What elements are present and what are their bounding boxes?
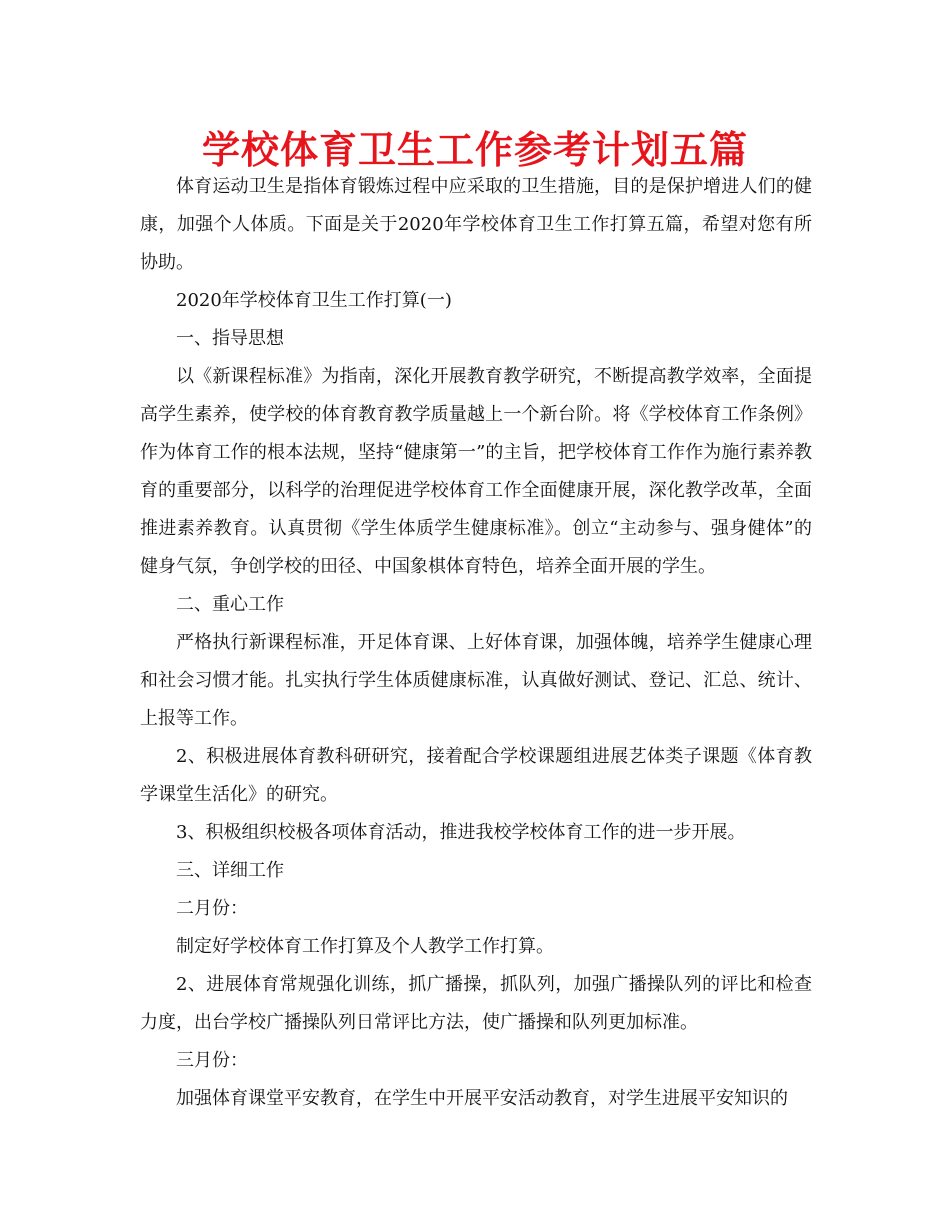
- paragraph-guiding-ideology: 以《新课程标准》为指南，深化开展教育教学研究，不断提高教学效率，全面提高学生素养，使学校的体育教育教学质量越上一个新台阶。将《学校体育工作条例》作为体育工作的根本法规，坚持“健康第一”的主旨，把学校体育工作作为施行素养教育的重要部分，以科学的治理促进学校体育工作全面健康开展，深化教学改革，全面推进素养教育。认真贯彻《学生体质学生健康标准》。创立“主动参与、强身健体”的健身气氛，争创学校的田径、中国象棋体育特色，培养全面开展的学生。: [140, 366, 812, 577]
- section-heading-plan-one: 2020年学校体育卫生工作打算(一): [176, 290, 452, 311]
- heading-key-work: 二、重心工作: [176, 594, 284, 615]
- intro-paragraph: 体育运动卫生是指体育锻炼过程中应采取的卫生措施，目的是保护增进人们的健康，加强个人体质。下面是关于2020年学校体育卫生工作打算五篇，希望对您有所协助。: [140, 176, 812, 273]
- document-title: 学校体育卫生工作参考计划五篇: [201, 128, 748, 172]
- heading-detailed-work: 三、详细工作: [176, 860, 284, 881]
- heading-february: 二月份：: [176, 898, 248, 919]
- heading-guiding-ideology: 一、指导思想: [176, 328, 284, 349]
- paragraph-key-work-3: 3、积极组织校极各项体育活动，推进我校学校体育工作的进一步开展。: [176, 822, 746, 843]
- paragraph-key-work-2: 2、积极进展体育教科研研究，接着配合学校课题组进展艺体类子课题《体育教学课堂生活化》的研究。: [140, 746, 812, 805]
- paragraph-february-1: 制定好学校体育工作打算及个人教学工作打算。: [176, 936, 554, 957]
- paragraph-key-work-1: 严格执行新课程标准，开足体育课、上好体育课，加强体魄，培养学生健康心理和社会习惯才能。扎实执行学生体质健康标准，认真做好测试、登记、汇总、统计、上报等工作。: [140, 632, 812, 729]
- paragraph-february-2: 2、进展体育常规强化训练，抓广播操，抓队列，加强广播操队列的评比和检查力度，出台学校广播操队列日常评比方法，使广播操和队列更加标准。: [140, 974, 812, 1033]
- heading-march: 三月份：: [176, 1050, 248, 1071]
- document-body: [140, 168, 812, 1118]
- paragraph-march-1: 加强体育课堂平安教育，在学生中开展平安活动教育，对学生进展平安知识的: [176, 1088, 788, 1109]
